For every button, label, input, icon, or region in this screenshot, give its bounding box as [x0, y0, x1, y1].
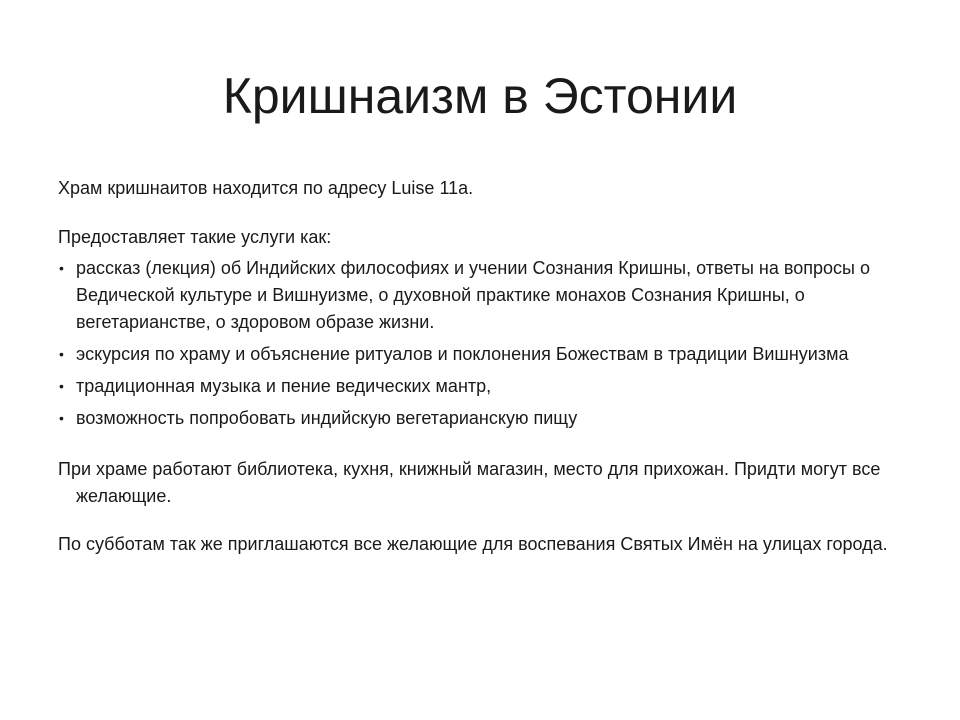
bullet-icon: •: [59, 346, 64, 362]
address-paragraph: Храм кришнаитов находится по адресу Luise 11a.: [58, 178, 474, 198]
facilities-paragraph: При храме работают библиотека, кухня, книжный магазин, место для прихожан. Придти могут все желающие.: [58, 459, 881, 506]
list-item: [58, 373, 898, 400]
bullet-icon: •: [59, 410, 64, 426]
service-text: традиционная музыка и пение ведических мантр,: [76, 376, 492, 396]
slide-title: Кришнаизм в Эстонии: [222, 68, 738, 124]
service-text: возможность попробовать индийскую вегетарианскую пищу: [76, 408, 578, 428]
list-item: [58, 405, 898, 432]
service-text: рассказ (лекция) об Индийских философиях и учении Сознания Кришны, ответы на вопросы о Ведической культуре и Вишнуизме, о духовной практике монахов Сознания Кришны, о вегетарианстве, о здоровом образе жизни.: [76, 258, 870, 332]
list-item: [58, 341, 898, 368]
services-list: [58, 255, 898, 432]
bullet-icon: •: [59, 378, 64, 394]
slide-body: [58, 175, 898, 558]
services-intro: Предоставляет такие услуги как:: [58, 227, 332, 247]
bullet-icon: •: [59, 260, 64, 276]
saturday-paragraph: По субботам так же приглашаются все желающие для воспевания Святых Имён на улицах города.: [58, 534, 888, 554]
list-item: [58, 255, 898, 336]
service-text: эскурсия по храму и объяснение ритуалов и поклонения Божествам в традиции Вишнуизма: [76, 344, 849, 364]
